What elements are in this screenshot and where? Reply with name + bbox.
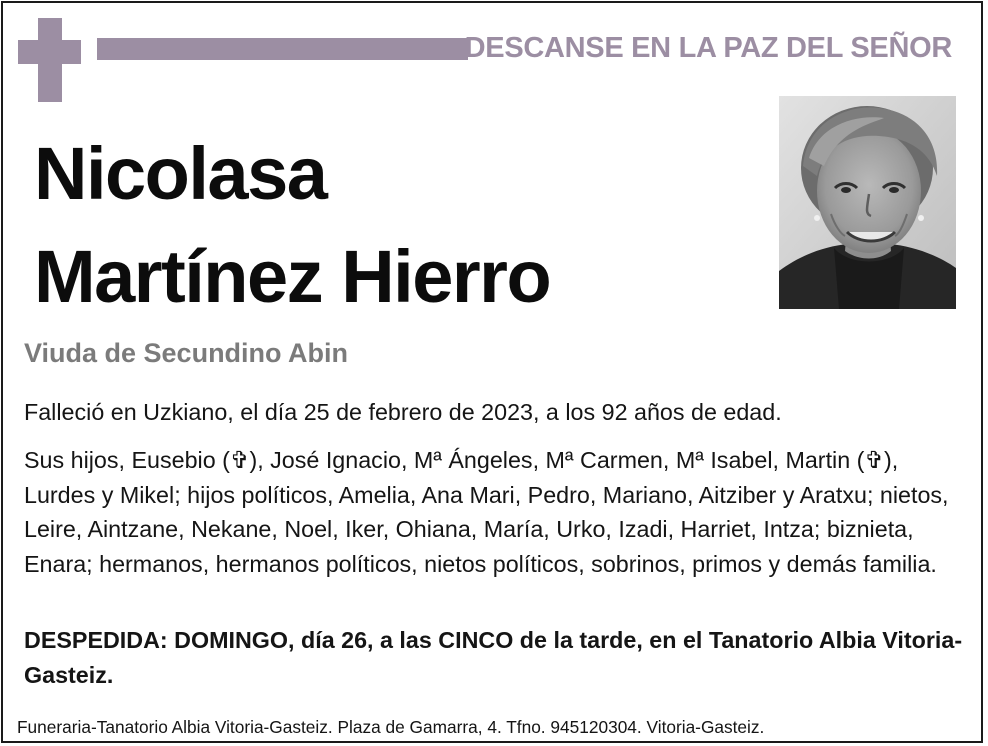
- deceased-cross-icon: ✞: [229, 447, 250, 473]
- farewell-details: DESPEDIDA: DOMINGO, día 26, a las CINCO de la tarde, en el Tanatorio Albia Vitoria-Gasteiz.: [24, 627, 963, 688]
- portrait-photo: [779, 96, 956, 309]
- family-list-paragraph: [24, 443, 974, 581]
- funeral-home-footer: Funeraria-Tanatorio Albia Vitoria-Gasteiz. Plaza de Gamarra, 4. Tfno. 945120304. Vitoria-Gasteiz.: [17, 717, 765, 737]
- family-text-part-3: ), Lurdes y Mikel; hijos políticos, Amelia, Ana Mari, Pedro, Mariano, Aitziber y Aratxu; nietos, Leire, Aintzane, Nekane, Noel, Iker, Ohiana, María, Urko, Izadi, Harriet, Intza; biznieta, Enara; hermanos, hermanos políticos, nietos políticos, sobrinos, primos y demás familia.: [24, 447, 949, 577]
- deceased-surnames: Martínez Hierro: [34, 235, 551, 318]
- header-motto: DESCANSE EN LA PAZ DEL SEÑOR: [464, 32, 952, 64]
- deceased-first-name: Nicolasa: [34, 132, 327, 215]
- widow-of-subtitle: Viuda de Secundino Abin: [24, 338, 349, 368]
- deceased-cross-icon: ✞: [864, 447, 884, 473]
- header-decorative-bar: [97, 38, 468, 60]
- family-text-part-2: ), José Ignacio, Mª Ángeles, Mª Carmen, Mª Isabel, Martin (: [249, 447, 865, 473]
- death-announcement: Falleció en Uzkiano, el día 25 de febrero de 2023, a los 92 años de edad.: [24, 399, 782, 425]
- family-text-part-1: Sus hijos, Eusebio (: [24, 447, 230, 473]
